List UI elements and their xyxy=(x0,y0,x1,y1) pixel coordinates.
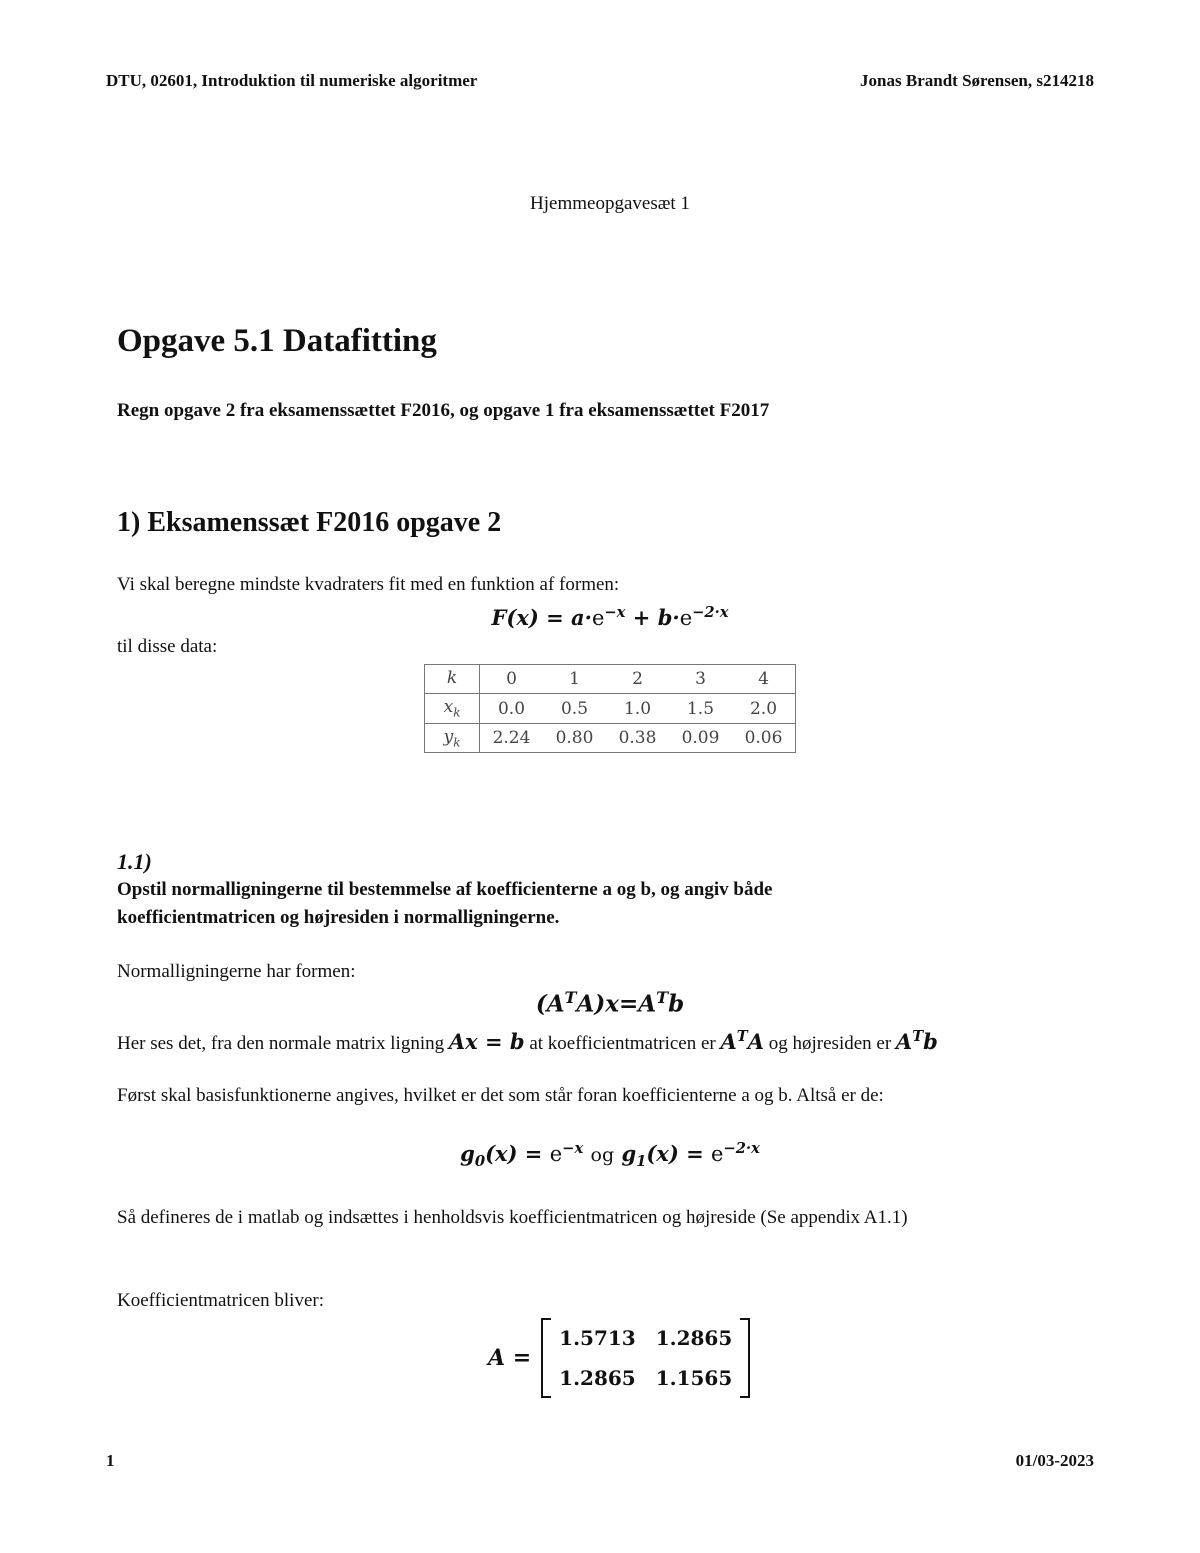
table-row xyxy=(425,665,796,694)
subsection-heading: 1.1) xyxy=(117,849,152,874)
matrix-cell: 1.5713 xyxy=(559,1326,636,1350)
table-cell: 0.5 xyxy=(543,694,606,723)
table-cell: 1 xyxy=(543,665,606,694)
table-cell: 0.38 xyxy=(606,723,669,752)
matrix-grid xyxy=(551,1326,740,1390)
table-cell: 1.0 xyxy=(606,694,669,723)
intro-text: Vi skal beregne mindste kvadraters fit med en funktion af formen: xyxy=(117,574,620,595)
formula-coef-a: a xyxy=(571,605,585,630)
header-course: DTU, 02601, Introduktion til numeriske algoritmer xyxy=(106,71,478,90)
formula-coef-b: b xyxy=(657,605,673,630)
basis-functions: $g_0(x) = e^{-x}$ og $g_1(x) = e^{-2\cdot x}$ xyxy=(460,1140,760,1171)
table-cell: 0 xyxy=(480,665,544,694)
table-cell: 2 xyxy=(606,665,669,694)
table-row xyxy=(425,723,796,752)
left-bracket xyxy=(541,1318,551,1398)
normal-equation: $(A^TA)x=A^Tb$ xyxy=(535,988,685,1018)
formula-dot: · xyxy=(584,605,592,630)
row-label-k: k xyxy=(425,665,480,694)
row-label-y: $y_k$ xyxy=(425,723,480,752)
model-formula xyxy=(0,604,1200,630)
header-author: Jonas Brandt Sørensen, s214218 xyxy=(860,71,1094,90)
table-cell: 0.09 xyxy=(669,723,732,752)
inline-eq-atb: $A^Tb$ xyxy=(895,1028,938,1054)
basis-text: Først skal basisfunktionerne angives, hvilket er det som står foran koefficienterne a og b. Altså er de: xyxy=(117,1085,884,1106)
matrix-cell: 1.2865 xyxy=(655,1326,733,1350)
page-number: 1 xyxy=(106,1451,115,1470)
table-cell: 0.06 xyxy=(732,723,796,752)
table-row xyxy=(425,694,796,723)
section-heading: 1) Eksamenssæt F2016 opgave 2 xyxy=(117,507,502,538)
table-cell: 0.80 xyxy=(543,723,606,752)
document-subtitle: Hjemmeopgavesæt 1 xyxy=(530,193,690,214)
formula-e: e xyxy=(591,606,605,630)
matrix-explanation: Her ses det, fra den normale matrix ligning Ax = b at koefficientmatricen er $A^TA$ og højresiden er $A^Tb$ xyxy=(117,1028,938,1054)
question-line-1: Opstil normalligningerne til bestemmelse af koefficienterne a og b, og angiv både xyxy=(117,879,773,900)
inline-eq-ata: $A^TA$ xyxy=(720,1028,765,1054)
formula-exp2: −2·x xyxy=(692,604,729,621)
table-cell: 2.24 xyxy=(480,723,544,752)
right-bracket xyxy=(740,1318,750,1398)
formula-e: e xyxy=(679,606,693,630)
task-description: Regn opgave 2 fra eksamenssættet F2016, og opgave 1 fra eksamenssættet F2017 xyxy=(117,400,770,421)
formula-equals: = xyxy=(546,605,564,630)
formula-exp1: −x xyxy=(604,604,626,621)
data-table xyxy=(424,664,796,753)
matrix-cell: 1.1565 xyxy=(655,1366,733,1390)
footer-date: 01/03-2023 xyxy=(1015,1451,1094,1470)
coef-matrix-label: Koefficientmatricen bliver: xyxy=(117,1290,324,1311)
coefficient-matrix xyxy=(488,1318,750,1398)
question-line-2: koefficientmatricen og højresiden i normalligningerne. xyxy=(117,907,560,928)
define-text: Så defineres de i matlab og indsættes i henholdsvis koefficientmatricen og højreside (Se appendix A1.1) xyxy=(117,1207,908,1228)
formula-lhs: F(x) xyxy=(491,605,539,630)
table-cell: 2.0 xyxy=(732,694,796,723)
table-cell: 4 xyxy=(732,665,796,694)
normal-eq-label: Normalligningerne har formen: xyxy=(117,961,356,982)
inline-eq-axb: Ax = b xyxy=(448,1029,525,1054)
table-cell: 1.5 xyxy=(669,694,732,723)
table-cell: 3 xyxy=(669,665,732,694)
data-label: til disse data: xyxy=(117,636,218,657)
matrix-lhs: A = xyxy=(488,1345,532,1371)
formula-dot: · xyxy=(672,605,680,630)
matrix-cell: 1.2865 xyxy=(559,1366,636,1390)
formula-plus: + xyxy=(632,605,651,630)
row-label-x: $x_k$ xyxy=(425,694,480,723)
page-title: Opgave 5.1 Datafitting xyxy=(117,323,437,359)
table-cell: 0.0 xyxy=(480,694,544,723)
